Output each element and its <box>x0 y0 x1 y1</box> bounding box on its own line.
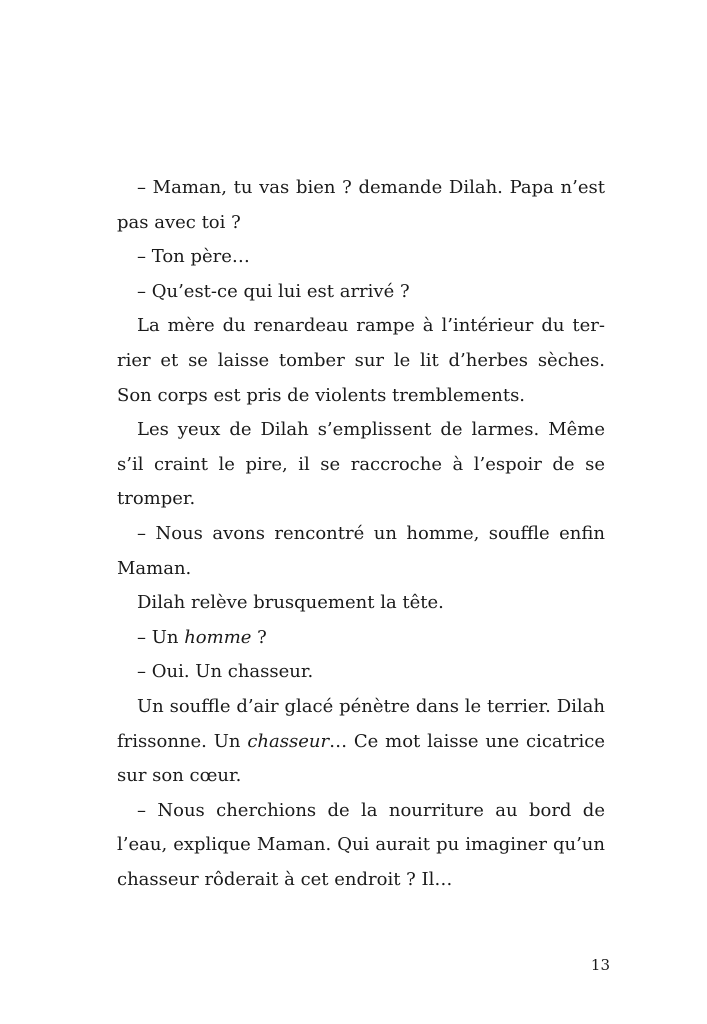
text-run: Un souffle d’air glacé pénètre dans le terrier. Dilah frissonne. Un <box>117 695 605 752</box>
page-number: 13 <box>590 956 610 974</box>
text-run: … Ce mot laisse une cicatrice sur son cœur. <box>117 730 605 787</box>
paragraph: Les yeux de Dilah s’emplissent de larmes. Même s’il craint le pire, il se raccroche à l’espoir de se tromper. <box>117 419 605 510</box>
paragraph: La mère du renardeau rampe à l’intérieur du ter-rier et se laisse tomber sur le lit d’herbes sèches. Son corps est pris de violents tremblements. <box>117 315 605 406</box>
paragraph: – Ton père… <box>137 246 250 268</box>
paragraph <box>117 690 605 794</box>
paragraph: Dilah relève brusquement la tête. <box>137 592 444 614</box>
text-run: ? <box>251 626 267 648</box>
body-text <box>117 171 605 897</box>
paragraph: – Maman, tu vas bien ? demande Dilah. Papa n’est pas avec toi ? <box>117 177 605 233</box>
paragraph: – Oui. Un chasseur. <box>137 661 314 683</box>
italic-word: homme <box>184 626 252 648</box>
paragraph <box>117 621 605 656</box>
paragraph: – Nous avons rencontré un homme, souffle enfin Maman. <box>117 522 605 579</box>
text-run: – Un <box>137 626 185 648</box>
italic-word: chasseur <box>247 730 330 752</box>
paragraph: – Nous cherchions de la nourriture au bord de l’eau, explique Maman. Qui aurait pu imaginer qu’un chasseur rôderait à cet endroit ? Il… <box>117 799 605 890</box>
paragraph: – Qu’est-ce qui lui est arrivé ? <box>137 280 410 302</box>
